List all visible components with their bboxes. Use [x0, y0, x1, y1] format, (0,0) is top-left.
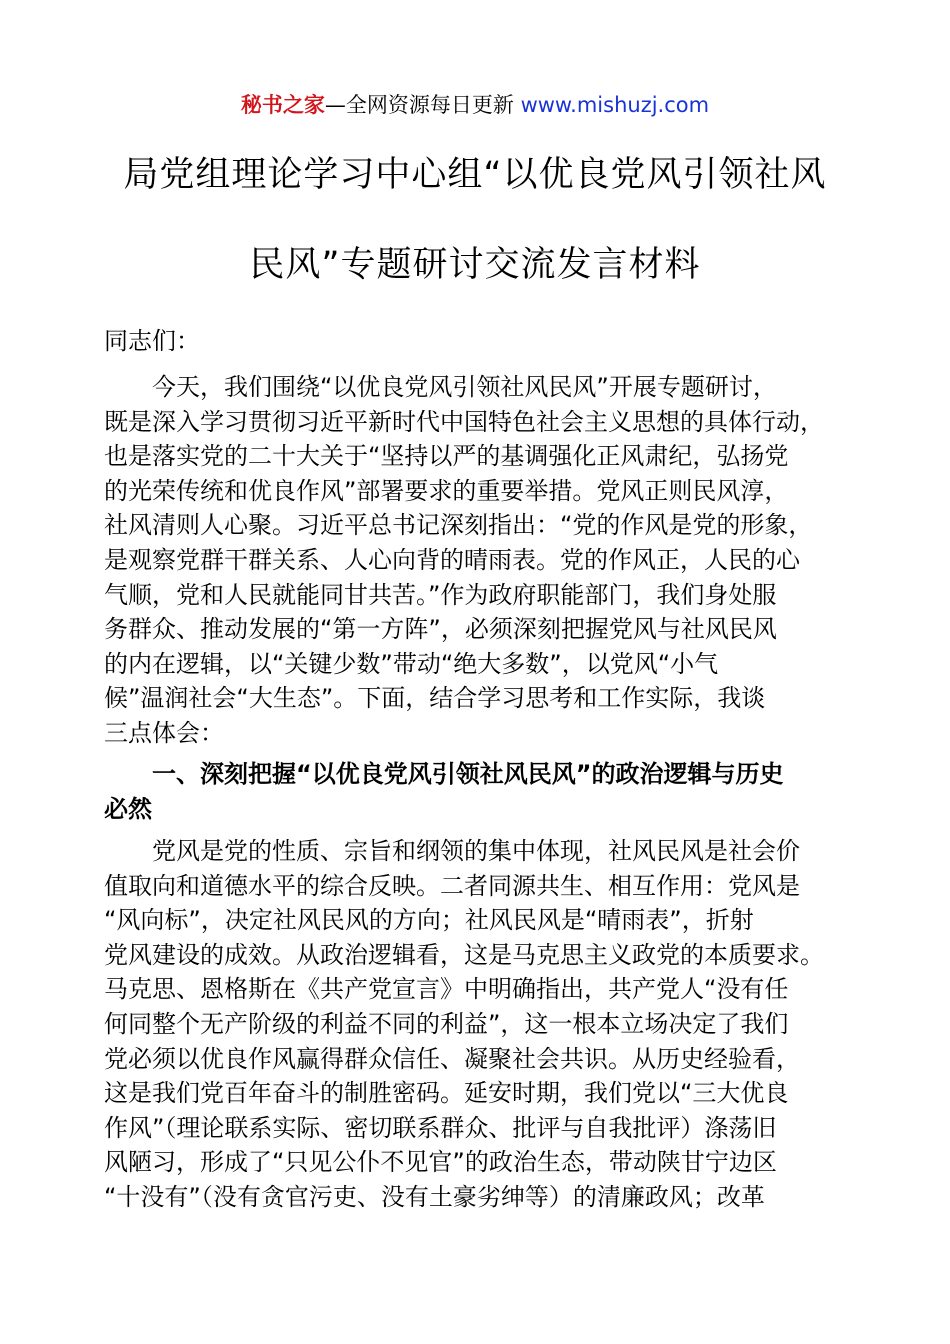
paragraph-line: 党风是党的性质、宗旨和纲领的集中体现，社风民风是社会价 [104, 837, 800, 865]
header-tagline: —全网资源每日更新 [324, 93, 514, 117]
paragraph-line: 的内在逻辑，以“关键少数”带动“绝大多数”，以党风“小气 [104, 649, 719, 678]
paragraph-line: 候”温润社会“大生态”。下面，结合学习思考和工作实际，我谈 [104, 684, 766, 713]
paragraph-line: 这是我们党百年奋斗的制胜密码。延安时期，我们党以“三大优良 [104, 1079, 789, 1108]
paragraph-line: “风向标”，决定社风民风的方向；社风民风是“晴雨表”，折射 [104, 906, 754, 935]
paragraph-line: 社风清则人心聚。习近平总书记深刻指出：“党的作风是党的形象， [104, 511, 813, 540]
paragraph-2 [104, 834, 884, 1215]
paragraph-line: “十没有”（没有贪官污吏、没有土豪劣绅等）的清廉政风；改革 [104, 1182, 765, 1211]
paragraph-line: 的光荣传统和优良作风”部署要求的重要举措。党风正则民风淳， [104, 476, 789, 505]
paragraph-line: 何同整个无产阶级的利益不同的利益”，这一根本立场决定了我们 [104, 1009, 789, 1038]
paragraph-line: 马克思、恩格斯在《共产党宣言》中明确指出，共产党人“没有任 [104, 975, 789, 1004]
greeting-text: 同志们： [104, 327, 200, 355]
section-heading-1 [104, 757, 884, 826]
document-title-line-1: 局党组理论学习中心组“以优良党风引领社风 [123, 155, 827, 195]
paragraph-line: 作风”（理论联系实际、密切联系群众、批评与自我批评）涤荡旧 [104, 1113, 777, 1142]
paragraph-line: 三点体会： [104, 718, 224, 747]
paragraph-line: 今天，我们围绕“以优良党风引领社风民风”开展专题研讨， [104, 373, 777, 401]
greeting [104, 324, 884, 359]
paragraph-line: 风陋习，形成了“只见公仆不见官”的政治生态，带动陕甘宁边区 [104, 1148, 777, 1177]
heading-line: 一、深刻把握“以优良党风引领社风民风”的政治逻辑与历史 [104, 760, 784, 788]
heading-line: 必然 [104, 794, 152, 823]
paragraph-line: 值取向和道德水平的综合反映。二者同源共生、相互作用：党风是 [104, 871, 800, 900]
document-title-line-2: 民风”专题研讨交流发言材料 [249, 245, 701, 285]
paragraph-line: 务群众、推动发展的“第一方阵”，必须深刻把握党风与社风民风 [104, 615, 777, 644]
brand-name: 秘书之家 [240, 93, 325, 117]
paragraph-line: 气顺，党和人民就能同甘共苦。”作为政府职能部门，我们身处服 [104, 580, 777, 609]
paragraph-line: 也是落实党的二十大关于“坚持以严的基调强化正风肃纪，弘扬党 [104, 442, 789, 471]
watermark-header [0, 88, 950, 122]
paragraph-line: 党必须以优良作风赢得群众信任、凝聚社会共识。从历史经验看， [104, 1044, 800, 1073]
paragraph-line: 是观察党群干群关系、人心向背的晴雨表。党的作风正，人民的心 [104, 545, 800, 574]
paragraph-line: 既是深入学习贯彻习近平新时代中国特色社会主义思想的具体行动， [104, 407, 824, 436]
site-url-link[interactable]: www.mishuzj.com [520, 93, 710, 117]
paragraph-1 [104, 370, 884, 751]
paragraph-line: 党风建设的成效。从政治逻辑看，这是马克思主义政党的本质要求。 [104, 940, 824, 969]
